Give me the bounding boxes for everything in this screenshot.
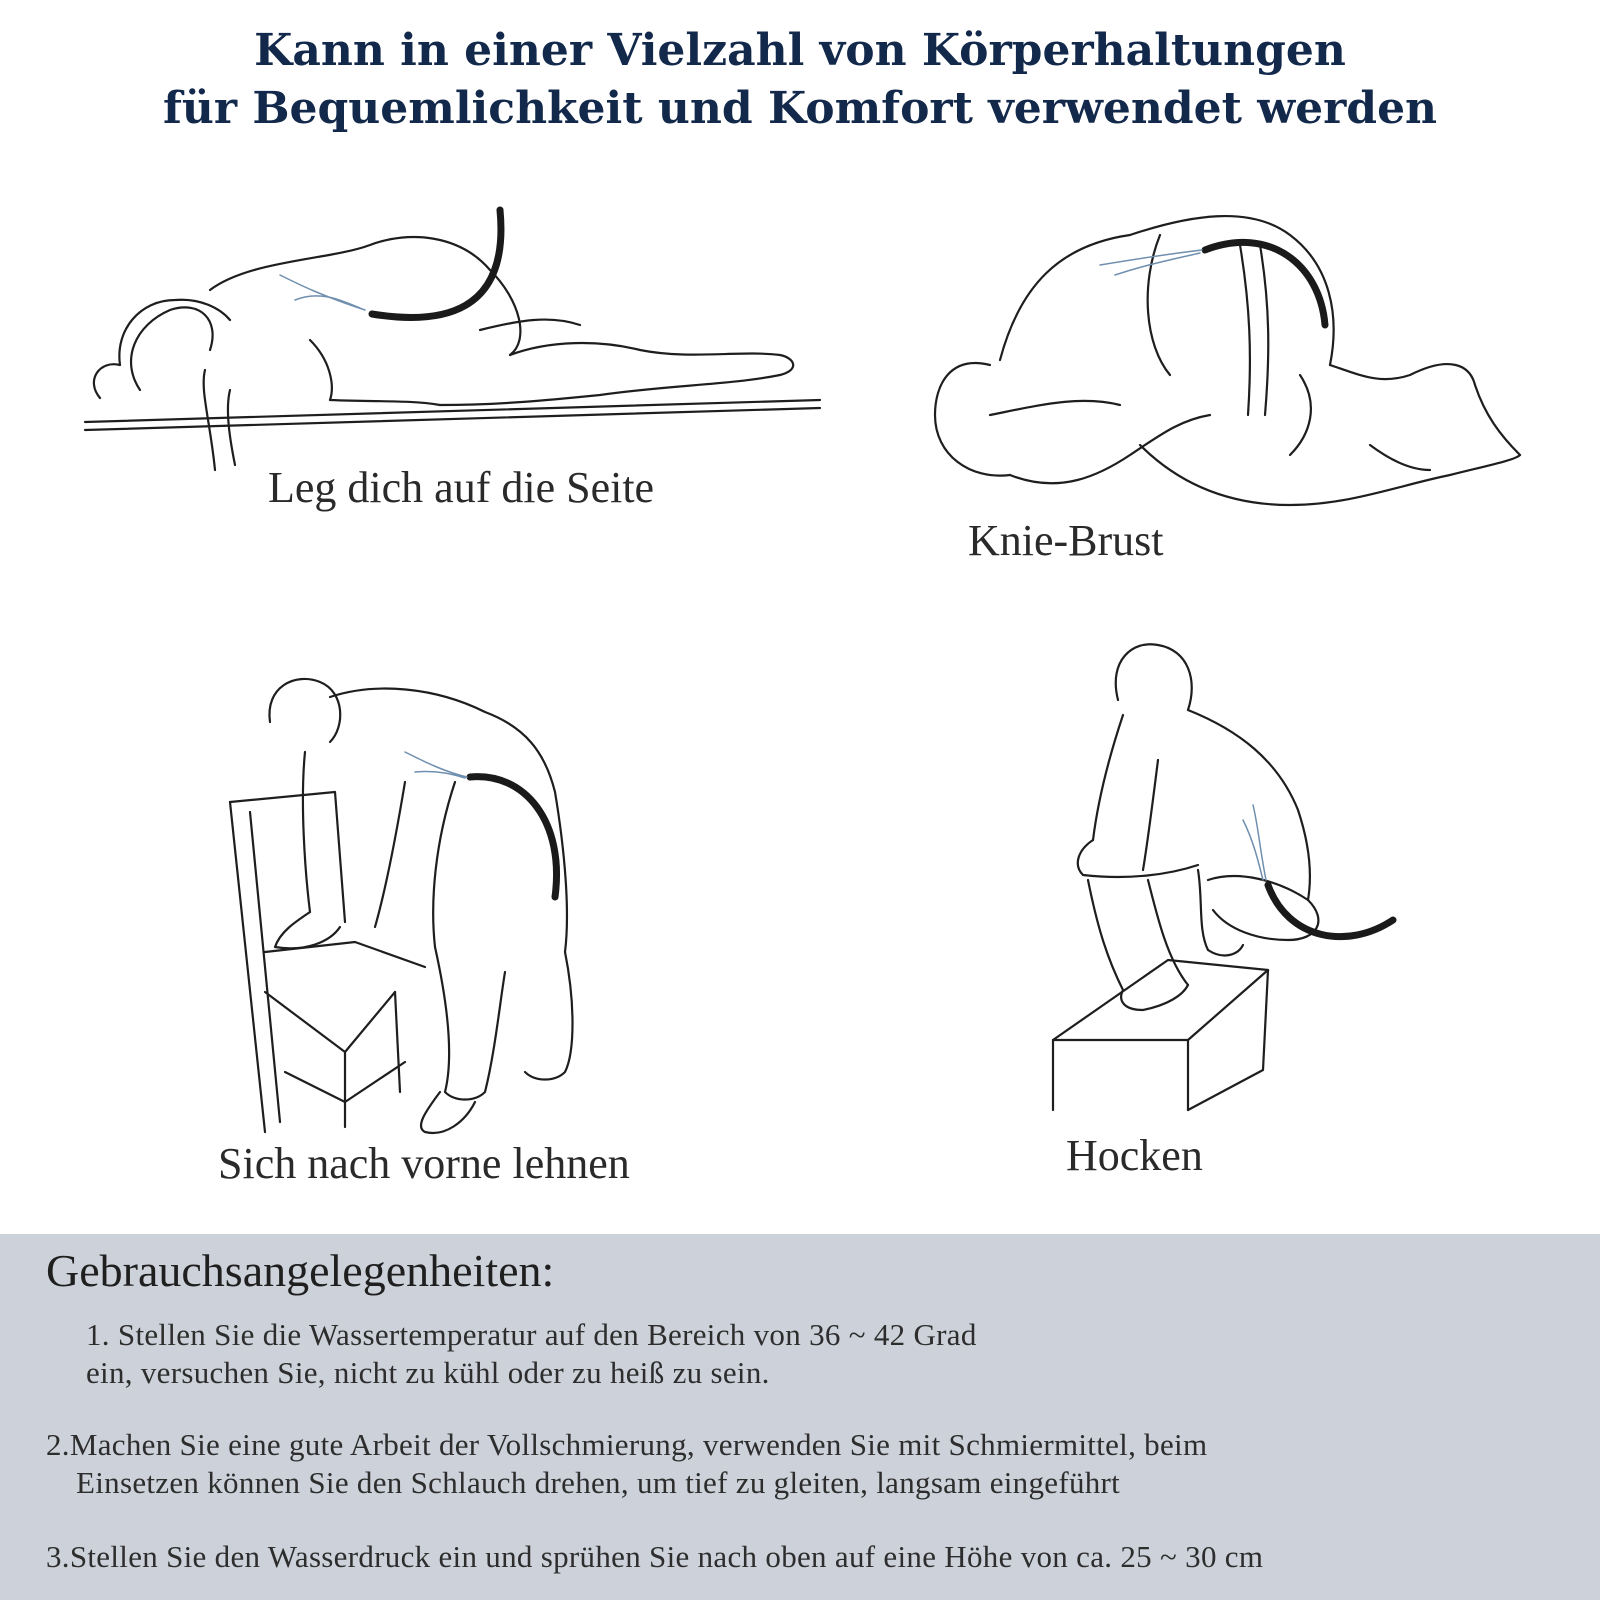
caption-squatting: Hocken [1066,1131,1203,1180]
title-line-2: für Bequemlichkeit und Komfort verwendet werden [162,83,1438,134]
page-title [0,22,1600,138]
caption-knee-chest: Knie-Brust [968,516,1164,565]
title-line-1: Kann in einer Vielzahl von Körperhaltungen [254,25,1346,76]
leaning-forward-figure-icon [225,672,625,1142]
caption-leaning-forward: Sich nach vorne lehnen [218,1139,630,1188]
usage-step-2-line-1: 2.Machen Sie eine gute Arbeit der Vollschmierung, verwenden Sie mit Schmiermittel, beim [46,1427,1208,1462]
usage-step-2-line-2: Einsetzen können Sie den Schlauch drehen, um tief zu gleiten, langsam eingeführt [76,1465,1121,1500]
caption-side-lying: Leg dich auf die Seite [268,463,655,512]
usage-step-2 [46,1426,1207,1502]
usage-instructions-panel [0,1234,1600,1600]
usage-step-1-line-1: 1. Stellen Sie die Wassertemperatur auf den Bereich von 36 ~ 42 Grad [86,1317,977,1352]
usage-step-1 [46,1316,977,1392]
side-lying-figure-icon [80,190,820,480]
usage-step-3-line-1: 3.Stellen Sie den Wasserdruck ein und sprühen Sie nach oben auf eine Höhe von ca. 25 ~ 30 cm [46,1539,1264,1574]
usage-step-1-line-2: ein, versuchen Sie, nicht zu kühl oder zu heiß zu sein. [86,1355,770,1390]
usage-heading: Gebrauchsangelegenheiten: [46,1245,555,1296]
knee-chest-figure-icon [930,205,1530,515]
squatting-figure-icon [1048,640,1428,1140]
usage-step-3 [46,1538,1263,1576]
